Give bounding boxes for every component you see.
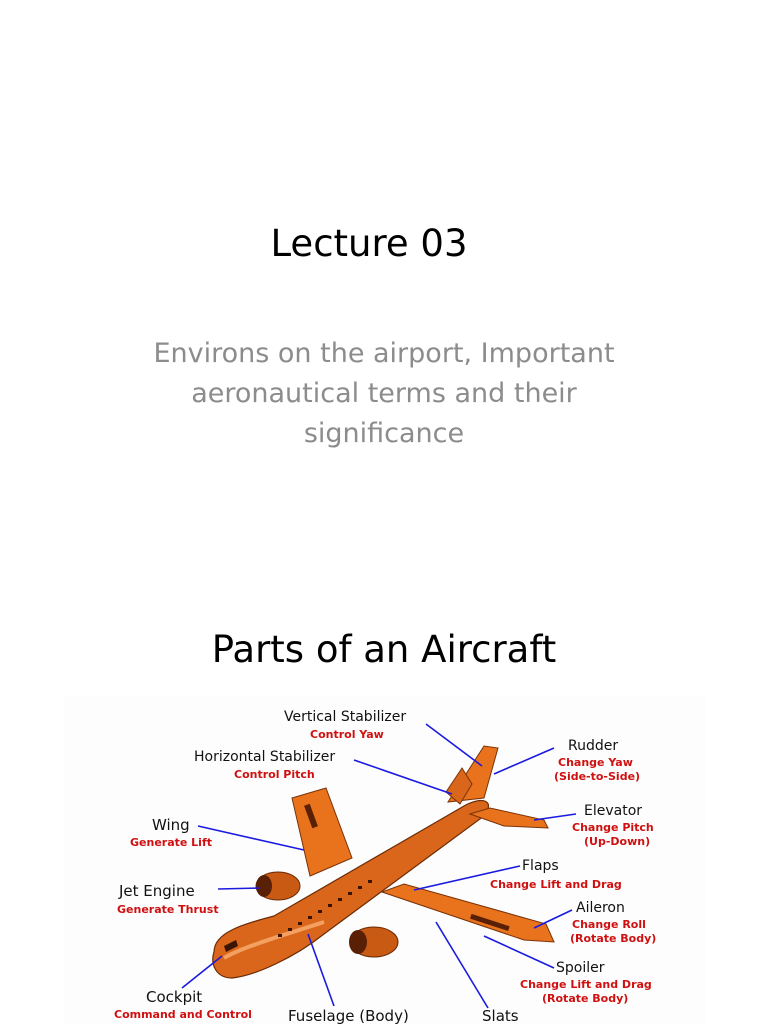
label-elevator-sub1: Change Pitch [572,821,654,834]
label-spoiler-sub1: Change Lift and Drag [520,978,652,991]
label-jet-engine: Jet Engine [119,882,195,900]
leader-wing [198,826,304,850]
label-vertical-stabilizer-sub: Control Yaw [310,728,384,741]
label-aileron-sub1: Change Roll [572,918,646,931]
near-wing [382,884,554,942]
label-rudder-sub1: Change Yaw [558,756,633,769]
label-aileron: Aileron [576,900,625,916]
label-rudder-sub2: (Side-to-Side) [554,770,641,783]
lecture-subtitle: Environs on the airport, Important aeronautical terms and their significance [153,338,615,449]
label-spoiler: Spoiler [556,960,605,976]
label-elevator: Elevator [584,803,643,819]
label-wing: Wing [152,816,190,834]
label-cockpit: Cockpit [146,988,203,1006]
fuselage-shape [213,801,489,978]
leader-elevator [534,814,576,820]
label-cockpit-sub: Command and Control [114,1008,252,1021]
leader-rudder [494,748,554,774]
parts-of-aircraft-title: Parts of an Aircraft [211,628,557,671]
leader-vertical-stabilizer [426,724,482,766]
label-elevator-sub2: (Up-Down) [584,835,651,848]
label-spoiler-sub2: (Rotate Body) [542,992,629,1005]
label-vertical-stabilizer: Vertical Stabilizer [284,709,407,725]
aircraft-diagram [64,696,706,1024]
leader-aileron [534,910,572,928]
leader-horizontal-stabilizer [354,760,452,794]
label-fuselage: Fuselage (Body) [288,1007,409,1025]
leader-cockpit [182,956,222,988]
leader-fuselage [308,934,334,1006]
lecture-title: Lecture 03 [270,222,468,265]
leader-slats [436,922,488,1008]
label-aileron-sub2: (Rotate Body) [570,932,657,945]
label-slats: Slats [482,1007,519,1025]
label-flaps: Flaps [522,858,559,874]
label-jet-engine-sub: Generate Thrust [117,903,219,916]
label-wing-sub: Generate Lift [130,836,213,849]
horizontal-stabilizer-shape [470,808,548,828]
label-rudder: Rudder [568,738,619,754]
label-horizontal-stabilizer: Horizontal Stabilizer [194,749,336,765]
label-horizontal-stabilizer-sub: Control Pitch [234,768,315,781]
leader-jet-engine [218,888,260,889]
upper-wing [292,788,352,876]
label-flaps-sub: Change Lift and Drag [490,878,622,891]
